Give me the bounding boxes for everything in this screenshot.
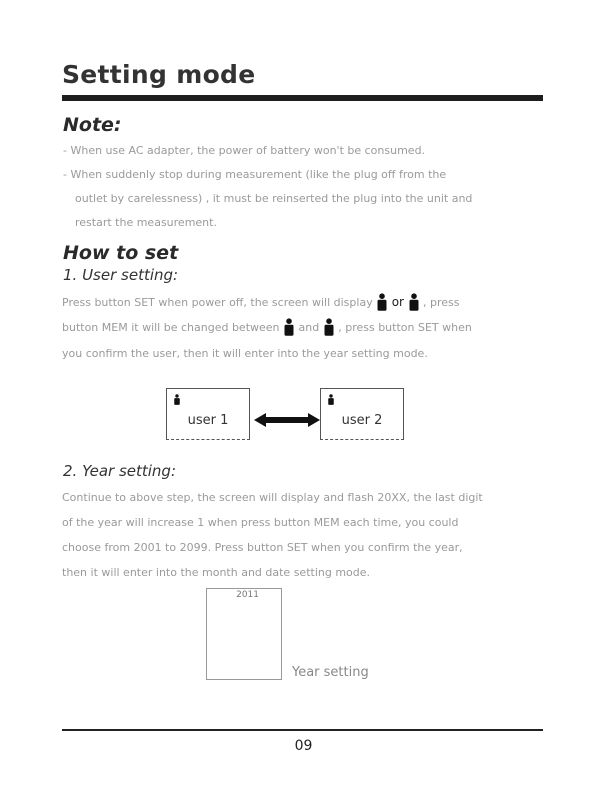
or-text: or	[391, 295, 404, 309]
user2-icon	[408, 293, 420, 311]
user1-icon	[173, 394, 181, 405]
user-setting-heading: 1. User setting:	[63, 266, 179, 284]
year-setting-line-4: then it will enter into the month and date setting mode.	[62, 566, 371, 579]
user-setting-line-1	[62, 290, 460, 315]
year-setting-line-3: choose from 2001 to 2099. Press button SET when you confirm the year,	[62, 541, 463, 554]
title-rule	[62, 95, 543, 101]
user-setting-line-3: you confirm the user, then it will enter into the year setting mode.	[62, 347, 428, 360]
year-caption: Year setting	[292, 665, 369, 680]
user2-label: user 2	[341, 413, 383, 428]
page-title: Setting mode	[62, 60, 256, 89]
year-setting-heading: 2. Year setting:	[63, 462, 177, 480]
note-line-1: - When use AC adapter, the power of battery won't be consumed.	[63, 144, 426, 157]
user2-icon	[327, 394, 335, 405]
user1-display	[166, 388, 250, 440]
note-line-4: restart the measurement.	[75, 216, 217, 229]
year-display	[206, 588, 282, 680]
user1-icon	[283, 318, 295, 336]
note-line-2: - When suddenly stop during measurement (like the plug off from the	[63, 168, 447, 181]
user-setting-text-1b: , press	[423, 296, 460, 309]
user-setting-text-1a: Press button SET when power off, the screen will display	[62, 296, 373, 309]
user-setting-line-2	[62, 316, 472, 340]
user-setting-text-2a: button MEM it will be changed between	[62, 321, 280, 334]
user2-display	[320, 388, 404, 440]
and-text: and	[298, 321, 320, 334]
year-setting-line-1: Continue to above step, the screen will display and flash 20XX, the last digit	[62, 491, 483, 504]
page-number: 09	[294, 738, 313, 754]
year-value: 2011	[236, 590, 259, 600]
double-arrow-icon	[254, 412, 320, 428]
user1-icon	[376, 293, 388, 311]
note-heading: Note:	[63, 114, 122, 136]
footer-rule	[62, 729, 543, 731]
user-setting-text-2b: , press button SET when	[338, 321, 472, 334]
user1-label: user 1	[187, 413, 229, 428]
user2-icon	[323, 318, 335, 336]
note-line-3: outlet by carelessness) , it must be reinserted the plug into the unit and	[75, 192, 473, 205]
how-to-set-heading: How to set	[63, 242, 179, 264]
year-setting-line-2: of the year will increase 1 when press button MEM each time, you could	[62, 516, 459, 529]
